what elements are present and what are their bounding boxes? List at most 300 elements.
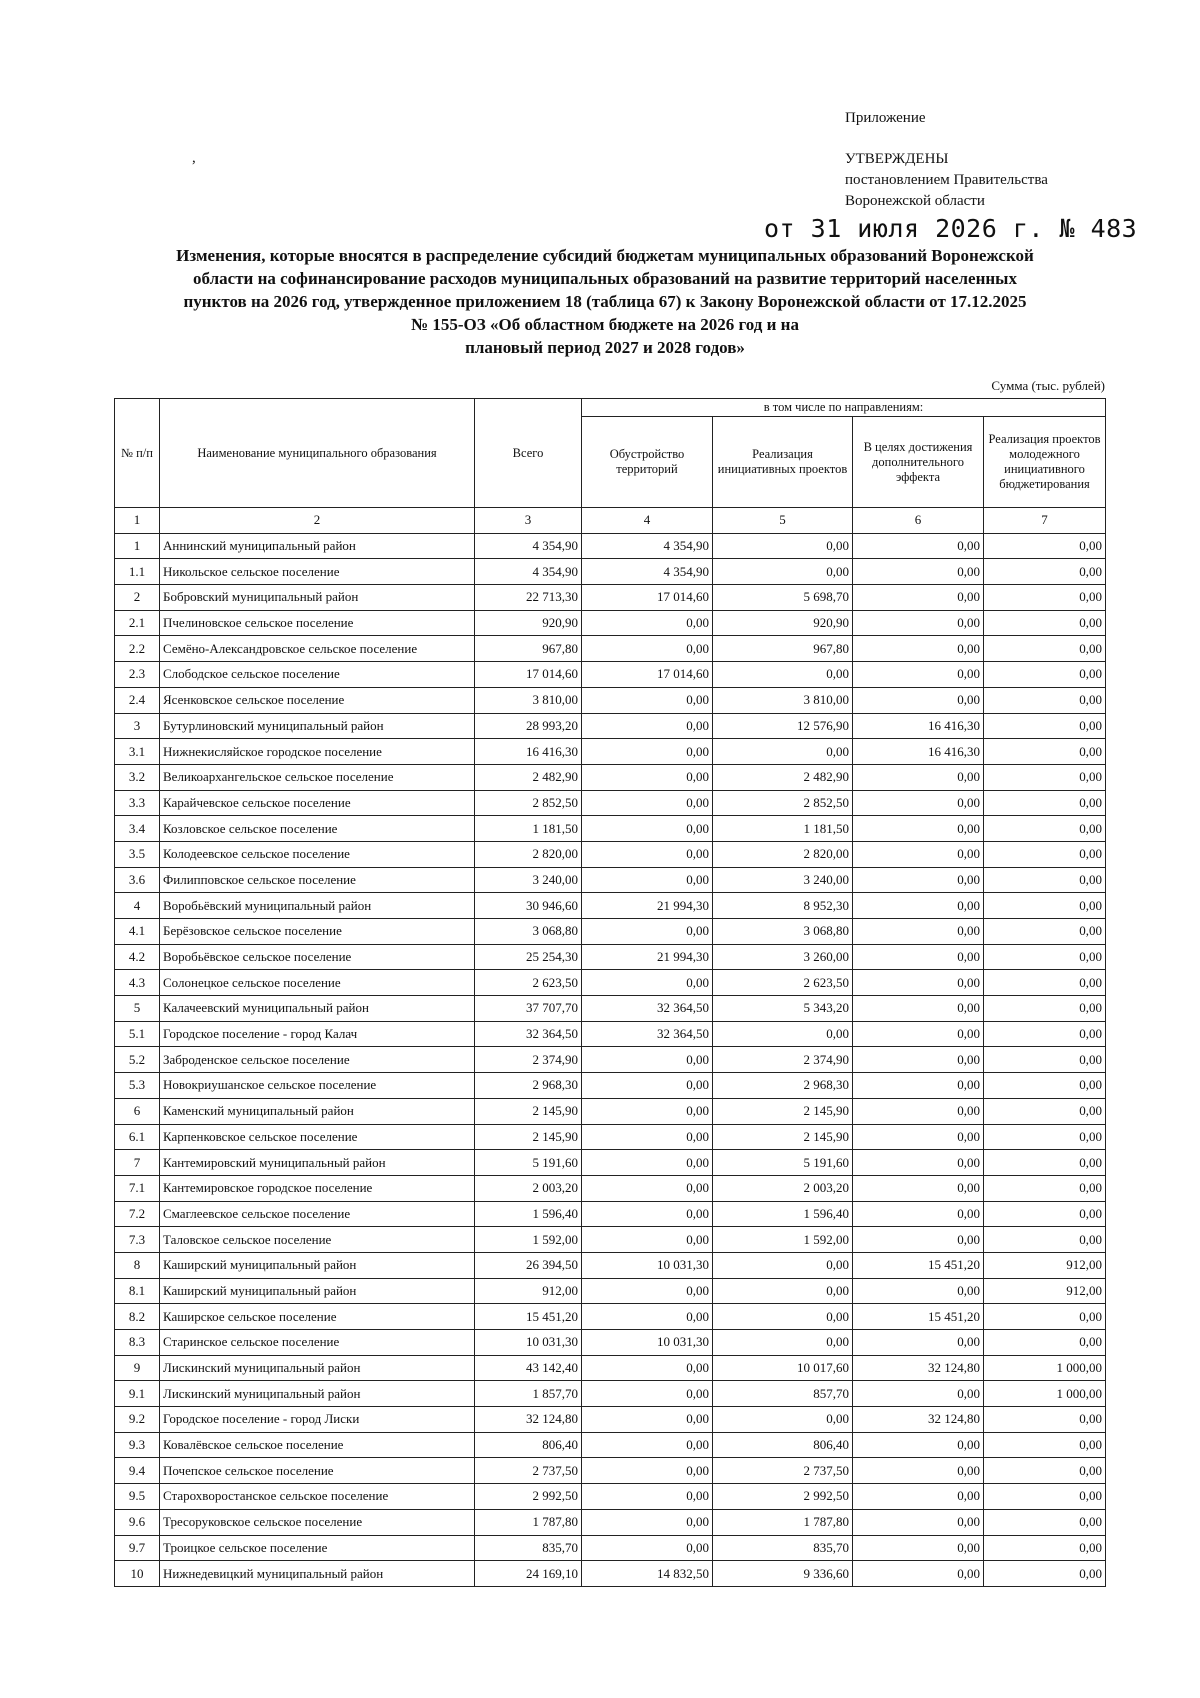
additional-effect-amount: 0,00 — [853, 841, 984, 867]
municipality-name: Почепское сельское поселение — [160, 1458, 475, 1484]
improvement-amount: 17 014,60 — [582, 662, 713, 688]
youth-budgeting-amount: 912,00 — [984, 1278, 1106, 1304]
row-number: 3.2 — [115, 764, 160, 790]
improvement-amount: 0,00 — [582, 687, 713, 713]
youth-budgeting-amount: 0,00 — [984, 533, 1106, 559]
youth-budgeting-amount: 0,00 — [984, 816, 1106, 842]
improvement-amount: 4 354,90 — [582, 559, 713, 585]
initiative-amount: 1 596,40 — [713, 1201, 853, 1227]
youth-budgeting-amount: 0,00 — [984, 585, 1106, 611]
table-row — [115, 1047, 1106, 1073]
header-initiative-projects: Реализация инициативных проектов — [713, 417, 853, 508]
approved-by-line: постановлением Правительства — [845, 172, 1048, 188]
total-amount: 15 451,20 — [475, 1304, 582, 1330]
additional-effect-amount: 0,00 — [853, 816, 984, 842]
total-amount: 32 364,50 — [475, 1021, 582, 1047]
row-number: 9.5 — [115, 1484, 160, 1510]
total-amount: 17 014,60 — [475, 662, 582, 688]
total-amount: 1 181,50 — [475, 816, 582, 842]
additional-effect-amount: 32 124,80 — [853, 1355, 984, 1381]
total-amount: 5 191,60 — [475, 1150, 582, 1176]
improvement-amount: 0,00 — [582, 1047, 713, 1073]
row-number: 1.1 — [115, 559, 160, 585]
additional-effect-amount: 0,00 — [853, 610, 984, 636]
additional-effect-amount: 0,00 — [853, 944, 984, 970]
approved-region-line: Воронежской области — [845, 193, 985, 209]
initiative-amount: 0,00 — [713, 1278, 853, 1304]
total-amount: 3 068,80 — [475, 919, 582, 945]
youth-budgeting-amount: 0,00 — [984, 610, 1106, 636]
additional-effect-amount: 0,00 — [853, 1150, 984, 1176]
improvement-amount: 14 832,50 — [582, 1561, 713, 1587]
row-number: 7 — [115, 1150, 160, 1176]
total-amount: 806,40 — [475, 1432, 582, 1458]
row-number: 4.2 — [115, 944, 160, 970]
youth-budgeting-amount: 0,00 — [984, 739, 1106, 765]
youth-budgeting-amount: 0,00 — [984, 662, 1106, 688]
additional-effect-amount: 15 451,20 — [853, 1252, 984, 1278]
additional-effect-amount: 0,00 — [853, 662, 984, 688]
municipality-name: Старинское сельское поселение — [160, 1330, 475, 1356]
youth-budgeting-amount: 0,00 — [984, 1484, 1106, 1510]
initiative-amount: 2 145,90 — [713, 1124, 853, 1150]
table-row — [115, 713, 1106, 739]
municipality-name: Калачеевский муниципальный район — [160, 996, 475, 1022]
total-amount: 28 993,20 — [475, 713, 582, 739]
initiative-amount: 2 820,00 — [713, 841, 853, 867]
additional-effect-amount: 0,00 — [853, 1047, 984, 1073]
header-additional-effect: В целях достижения дополнительного эффекта — [853, 417, 984, 508]
row-number: 7.2 — [115, 1201, 160, 1227]
youth-budgeting-amount: 0,00 — [984, 790, 1106, 816]
youth-budgeting-amount: 0,00 — [984, 1227, 1106, 1253]
row-number: 4.3 — [115, 970, 160, 996]
initiative-amount: 10 017,60 — [713, 1355, 853, 1381]
table-row — [115, 1304, 1106, 1330]
table-row — [115, 1381, 1106, 1407]
table-row — [115, 1458, 1106, 1484]
header-youth-budgeting: Реализация проектов молодежного инициативного бюджетирования — [984, 417, 1106, 508]
initiative-amount: 0,00 — [713, 1304, 853, 1330]
column-number: 6 — [853, 508, 984, 534]
youth-budgeting-amount: 0,00 — [984, 1073, 1106, 1099]
municipality-name: Нижнекисляйское городское поселение — [160, 739, 475, 765]
youth-budgeting-amount: 0,00 — [984, 1458, 1106, 1484]
total-amount: 3 240,00 — [475, 867, 582, 893]
municipality-name: Колодеевское сельское поселение — [160, 841, 475, 867]
municipality-name: Карпенковское сельское поселение — [160, 1124, 475, 1150]
municipality-name: Пчелиновское сельское поселение — [160, 610, 475, 636]
improvement-amount: 0,00 — [582, 1201, 713, 1227]
units-label: Сумма (тыс. рублей) — [991, 378, 1105, 393]
subsidy-table — [114, 398, 1106, 1587]
total-amount: 967,80 — [475, 636, 582, 662]
initiative-amount: 0,00 — [713, 1021, 853, 1047]
additional-effect-amount: 0,00 — [853, 636, 984, 662]
initiative-amount: 0,00 — [713, 662, 853, 688]
row-number: 2.2 — [115, 636, 160, 662]
additional-effect-amount: 0,00 — [853, 1098, 984, 1124]
row-number: 8.1 — [115, 1278, 160, 1304]
youth-budgeting-amount: 0,00 — [984, 919, 1106, 945]
additional-effect-amount: 0,00 — [853, 687, 984, 713]
title-line: области на софинансирование расходов муниципальных образований на развитие территорий населенных — [193, 269, 1017, 288]
column-number: 5 — [713, 508, 853, 534]
improvement-amount: 4 354,90 — [582, 533, 713, 559]
initiative-amount: 1 787,80 — [713, 1509, 853, 1535]
improvement-amount: 0,00 — [582, 1150, 713, 1176]
total-amount: 22 713,30 — [475, 585, 582, 611]
improvement-amount: 0,00 — [582, 1304, 713, 1330]
total-amount: 43 142,40 — [475, 1355, 582, 1381]
stray-mark: , — [192, 150, 196, 166]
table-row — [115, 764, 1106, 790]
youth-budgeting-amount: 0,00 — [984, 996, 1106, 1022]
total-amount: 32 124,80 — [475, 1407, 582, 1433]
header-improvement: Обустройство территорий — [582, 417, 713, 508]
row-number: 2.3 — [115, 662, 160, 688]
total-amount: 16 416,30 — [475, 739, 582, 765]
table-row — [115, 533, 1106, 559]
youth-budgeting-amount: 0,00 — [984, 636, 1106, 662]
additional-effect-amount: 0,00 — [853, 1278, 984, 1304]
title-line: Изменения, которые вносятся в распределение субсидий бюджетам муниципальных образований Воронежской — [176, 246, 1034, 265]
additional-effect-amount: 0,00 — [853, 1201, 984, 1227]
row-number: 9.2 — [115, 1407, 160, 1433]
column-number-row — [115, 508, 1106, 534]
table-row — [115, 1124, 1106, 1150]
row-number: 5.1 — [115, 1021, 160, 1047]
municipality-name: Кантемировское городское поселение — [160, 1175, 475, 1201]
row-number: 3.4 — [115, 816, 160, 842]
initiative-amount: 0,00 — [713, 739, 853, 765]
youth-budgeting-amount: 0,00 — [984, 764, 1106, 790]
table-row — [115, 610, 1106, 636]
municipality-name: Каширский муниципальный район — [160, 1278, 475, 1304]
municipality-name: Заброденское сельское поселение — [160, 1047, 475, 1073]
initiative-amount: 9 336,60 — [713, 1561, 853, 1587]
youth-budgeting-amount: 0,00 — [984, 1201, 1106, 1227]
initiative-amount: 5 191,60 — [713, 1150, 853, 1176]
improvement-amount: 32 364,50 — [582, 1021, 713, 1047]
additional-effect-amount: 0,00 — [853, 1381, 984, 1407]
municipality-name: Каширское сельское поселение — [160, 1304, 475, 1330]
row-number: 4.1 — [115, 919, 160, 945]
row-number: 9.6 — [115, 1509, 160, 1535]
improvement-amount: 0,00 — [582, 919, 713, 945]
total-amount: 24 169,10 — [475, 1561, 582, 1587]
youth-budgeting-amount: 0,00 — [984, 1150, 1106, 1176]
row-number: 9 — [115, 1355, 160, 1381]
row-number: 9.1 — [115, 1381, 160, 1407]
improvement-amount: 0,00 — [582, 1458, 713, 1484]
row-number: 3 — [115, 713, 160, 739]
additional-effect-amount: 0,00 — [853, 1432, 984, 1458]
row-number: 7.3 — [115, 1227, 160, 1253]
youth-budgeting-amount: 0,00 — [984, 1509, 1106, 1535]
row-number: 10 — [115, 1561, 160, 1587]
table-row — [115, 919, 1106, 945]
additional-effect-amount: 0,00 — [853, 970, 984, 996]
initiative-amount: 806,40 — [713, 1432, 853, 1458]
improvement-amount: 0,00 — [582, 636, 713, 662]
table-row — [115, 1073, 1106, 1099]
table-row — [115, 585, 1106, 611]
improvement-amount: 0,00 — [582, 1278, 713, 1304]
initiative-amount: 0,00 — [713, 1252, 853, 1278]
row-number: 6 — [115, 1098, 160, 1124]
municipality-name: Великоархангельское сельское поселение — [160, 764, 475, 790]
initiative-amount: 3 810,00 — [713, 687, 853, 713]
improvement-amount: 21 994,30 — [582, 944, 713, 970]
youth-budgeting-amount: 0,00 — [984, 841, 1106, 867]
youth-budgeting-amount: 1 000,00 — [984, 1355, 1106, 1381]
municipality-name: Тресоруковское сельское поселение — [160, 1509, 475, 1535]
initiative-amount: 8 952,30 — [713, 893, 853, 919]
initiative-amount: 1 181,50 — [713, 816, 853, 842]
municipality-name: Старохворостанское сельское поселение — [160, 1484, 475, 1510]
total-amount: 2 968,30 — [475, 1073, 582, 1099]
column-number: 4 — [582, 508, 713, 534]
youth-budgeting-amount: 0,00 — [984, 1175, 1106, 1201]
municipality-name: Таловское сельское поселение — [160, 1227, 475, 1253]
municipality-name: Карайчевское сельское поселение — [160, 790, 475, 816]
table-row — [115, 739, 1106, 765]
row-number: 8.3 — [115, 1330, 160, 1356]
improvement-amount: 0,00 — [582, 970, 713, 996]
initiative-amount: 2 737,50 — [713, 1458, 853, 1484]
additional-effect-amount: 0,00 — [853, 1484, 984, 1510]
municipality-name: Городское поселение - город Калач — [160, 1021, 475, 1047]
municipality-name: Ковалёвское сельское поселение — [160, 1432, 475, 1458]
table-row — [115, 1330, 1106, 1356]
municipality-name: Новокриушанское сельское поселение — [160, 1073, 475, 1099]
total-amount: 3 810,00 — [475, 687, 582, 713]
total-amount: 2 145,90 — [475, 1098, 582, 1124]
order-date-number: от 31 июля 2026 г. № 483 — [764, 214, 1138, 243]
table-row — [115, 1509, 1106, 1535]
row-number: 3.5 — [115, 841, 160, 867]
improvement-amount: 10 031,30 — [582, 1330, 713, 1356]
improvement-amount: 0,00 — [582, 1509, 713, 1535]
row-number: 9.3 — [115, 1432, 160, 1458]
improvement-amount: 0,00 — [582, 1407, 713, 1433]
initiative-amount: 857,70 — [713, 1381, 853, 1407]
improvement-amount: 32 364,50 — [582, 996, 713, 1022]
municipality-name: Кантемировский муниципальный район — [160, 1150, 475, 1176]
youth-budgeting-amount: 0,00 — [984, 1047, 1106, 1073]
total-amount: 1 592,00 — [475, 1227, 582, 1253]
table-row — [115, 1252, 1106, 1278]
row-number: 5 — [115, 996, 160, 1022]
total-amount: 2 992,50 — [475, 1484, 582, 1510]
row-number: 2 — [115, 585, 160, 611]
total-amount: 1 787,80 — [475, 1509, 582, 1535]
youth-budgeting-amount: 0,00 — [984, 687, 1106, 713]
improvement-amount: 10 031,30 — [582, 1252, 713, 1278]
table-row — [115, 816, 1106, 842]
municipality-name: Городское поселение - город Лиски — [160, 1407, 475, 1433]
row-number: 6.1 — [115, 1124, 160, 1150]
additional-effect-amount: 0,00 — [853, 1458, 984, 1484]
improvement-amount: 0,00 — [582, 1432, 713, 1458]
table-row — [115, 790, 1106, 816]
additional-effect-amount: 0,00 — [853, 790, 984, 816]
youth-budgeting-amount: 0,00 — [984, 1304, 1106, 1330]
additional-effect-amount: 32 124,80 — [853, 1407, 984, 1433]
youth-budgeting-amount: 0,00 — [984, 1535, 1106, 1561]
municipality-name: Нижнедевицкий муниципальный район — [160, 1561, 475, 1587]
additional-effect-amount: 0,00 — [853, 585, 984, 611]
table-row — [115, 1561, 1106, 1587]
youth-budgeting-amount: 0,00 — [984, 1432, 1106, 1458]
header-group: в том числе по направлениям: — [582, 399, 1106, 417]
municipality-name: Смаглеевское сельское поселение — [160, 1201, 475, 1227]
row-number: 8.2 — [115, 1304, 160, 1330]
title-line: пунктов на 2026 год, утвержденное приложением 18 (таблица 67) к Закону Воронежской области от 17.12.2025 — [183, 292, 1027, 311]
municipality-name: Слободское сельское поселение — [160, 662, 475, 688]
table-row — [115, 687, 1106, 713]
municipality-name: Каменский муниципальный район — [160, 1098, 475, 1124]
total-amount: 4 354,90 — [475, 533, 582, 559]
total-amount: 2 003,20 — [475, 1175, 582, 1201]
municipality-name: Солонецкое сельское поселение — [160, 970, 475, 996]
municipality-name: Берёзовское сельское поселение — [160, 919, 475, 945]
total-amount: 2 852,50 — [475, 790, 582, 816]
total-amount: 1 857,70 — [475, 1381, 582, 1407]
municipality-name: Лискинский муниципальный район — [160, 1381, 475, 1407]
improvement-amount: 0,00 — [582, 1535, 713, 1561]
municipality-name: Воробьёвский муниципальный район — [160, 893, 475, 919]
youth-budgeting-amount: 0,00 — [984, 559, 1106, 585]
initiative-amount: 3 240,00 — [713, 867, 853, 893]
approval-block — [845, 108, 1048, 212]
total-amount: 835,70 — [475, 1535, 582, 1561]
table-row — [115, 1098, 1106, 1124]
initiative-amount: 2 968,30 — [713, 1073, 853, 1099]
youth-budgeting-amount: 0,00 — [984, 713, 1106, 739]
row-number: 3.6 — [115, 867, 160, 893]
total-amount: 2 482,90 — [475, 764, 582, 790]
total-amount: 2 623,50 — [475, 970, 582, 996]
initiative-amount: 3 068,80 — [713, 919, 853, 945]
total-amount: 912,00 — [475, 1278, 582, 1304]
additional-effect-amount: 0,00 — [853, 559, 984, 585]
row-number: 7.1 — [115, 1175, 160, 1201]
municipality-name: Семёно-Александровское сельское поселение — [160, 636, 475, 662]
table-row — [115, 867, 1106, 893]
table-row — [115, 1278, 1106, 1304]
table-row — [115, 1150, 1106, 1176]
row-number: 9.7 — [115, 1535, 160, 1561]
improvement-amount: 17 014,60 — [582, 585, 713, 611]
municipality-name: Каширский муниципальный район — [160, 1252, 475, 1278]
table-row — [115, 1021, 1106, 1047]
improvement-amount: 0,00 — [582, 867, 713, 893]
row-number: 5.2 — [115, 1047, 160, 1073]
table-row — [115, 1175, 1106, 1201]
additional-effect-amount: 0,00 — [853, 1227, 984, 1253]
improvement-amount: 0,00 — [582, 841, 713, 867]
youth-budgeting-amount: 0,00 — [984, 1407, 1106, 1433]
row-number: 9.4 — [115, 1458, 160, 1484]
total-amount: 2 820,00 — [475, 841, 582, 867]
additional-effect-amount: 0,00 — [853, 1561, 984, 1587]
youth-budgeting-amount: 0,00 — [984, 1561, 1106, 1587]
improvement-amount: 0,00 — [582, 790, 713, 816]
initiative-amount: 0,00 — [713, 533, 853, 559]
municipality-name: Никольское сельское поселение — [160, 559, 475, 585]
title-line: плановый период 2027 и 2028 годов» — [465, 338, 745, 357]
improvement-amount: 0,00 — [582, 1073, 713, 1099]
additional-effect-amount: 0,00 — [853, 919, 984, 945]
table-row — [115, 559, 1106, 585]
municipality-name: Ясенковское сельское поселение — [160, 687, 475, 713]
youth-budgeting-amount: 0,00 — [984, 893, 1106, 919]
table-row — [115, 944, 1106, 970]
youth-budgeting-amount: 912,00 — [984, 1252, 1106, 1278]
additional-effect-amount: 0,00 — [853, 533, 984, 559]
initiative-amount: 5 343,20 — [713, 996, 853, 1022]
improvement-amount: 0,00 — [582, 1124, 713, 1150]
row-number: 2.1 — [115, 610, 160, 636]
improvement-amount: 0,00 — [582, 1098, 713, 1124]
municipality-name: Аннинский муниципальный район — [160, 533, 475, 559]
table-row — [115, 1535, 1106, 1561]
additional-effect-amount: 0,00 — [853, 1021, 984, 1047]
table-row — [115, 662, 1106, 688]
total-amount: 30 946,60 — [475, 893, 582, 919]
header-no: № п/п — [115, 399, 160, 508]
table-row — [115, 1484, 1106, 1510]
improvement-amount: 0,00 — [582, 1484, 713, 1510]
improvement-amount: 0,00 — [582, 739, 713, 765]
youth-budgeting-amount: 1 000,00 — [984, 1381, 1106, 1407]
municipality-name: Бутурлиновский муниципальный район — [160, 713, 475, 739]
initiative-amount: 12 576,90 — [713, 713, 853, 739]
row-number: 1 — [115, 533, 160, 559]
column-number: 1 — [115, 508, 160, 534]
youth-budgeting-amount: 0,00 — [984, 970, 1106, 996]
table-row — [115, 893, 1106, 919]
table-row — [115, 1355, 1106, 1381]
additional-effect-amount: 0,00 — [853, 893, 984, 919]
total-amount: 37 707,70 — [475, 996, 582, 1022]
total-amount: 920,90 — [475, 610, 582, 636]
municipality-name: Козловское сельское поселение — [160, 816, 475, 842]
initiative-amount: 2 482,90 — [713, 764, 853, 790]
total-amount: 25 254,30 — [475, 944, 582, 970]
initiative-amount: 2 852,50 — [713, 790, 853, 816]
initiative-amount: 2 374,90 — [713, 1047, 853, 1073]
total-amount: 26 394,50 — [475, 1252, 582, 1278]
column-number: 3 — [475, 508, 582, 534]
document-title — [110, 244, 1100, 359]
header-name: Наименование муниципального образования — [160, 399, 475, 508]
municipality-name: Филипповское сельское поселение — [160, 867, 475, 893]
improvement-amount: 21 994,30 — [582, 893, 713, 919]
row-number: 2.4 — [115, 687, 160, 713]
additional-effect-amount: 16 416,30 — [853, 713, 984, 739]
initiative-amount: 1 592,00 — [713, 1227, 853, 1253]
total-amount: 4 354,90 — [475, 559, 582, 585]
additional-effect-amount: 0,00 — [853, 764, 984, 790]
initiative-amount: 2 992,50 — [713, 1484, 853, 1510]
municipality-name: Троицкое сельское поселение — [160, 1535, 475, 1561]
title-line: № 155-ОЗ «Об областном бюджете на 2026 год и на — [411, 315, 799, 334]
approved-label: УТВЕРЖДЕНЫ — [845, 151, 949, 167]
initiative-amount: 0,00 — [713, 559, 853, 585]
